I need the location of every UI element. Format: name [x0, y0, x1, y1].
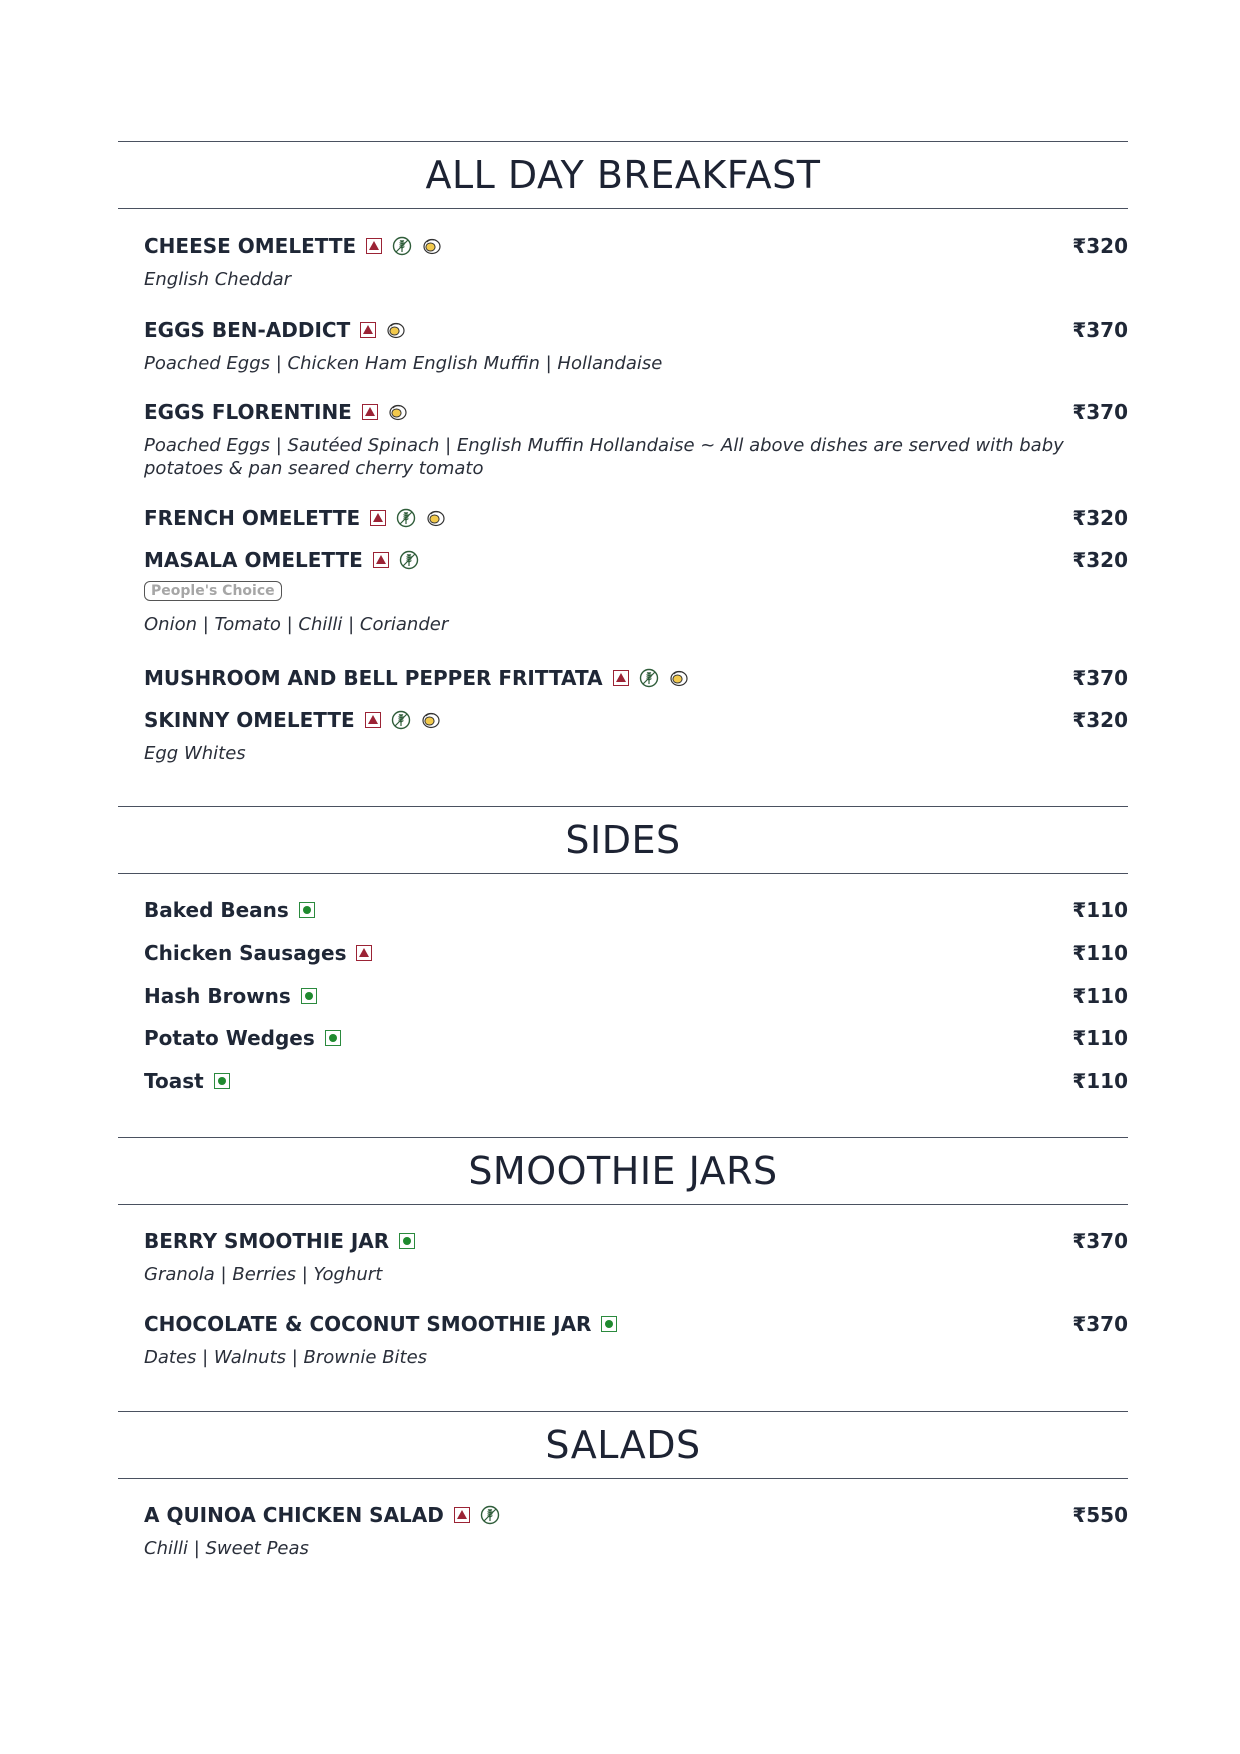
item-price: ₹110: [1072, 898, 1128, 922]
gluten-free-icon: [639, 668, 659, 688]
item-price: ₹370: [1072, 1312, 1128, 1336]
egg-icon: [421, 710, 441, 730]
menu-item-french-omelette: [144, 506, 1128, 530]
item-description: Chilli | Sweet Peas: [144, 1538, 309, 1559]
non-veg-icon: [613, 670, 629, 686]
gluten-free-icon: [396, 508, 416, 528]
item-description: Poached Eggs | Chicken Ham English Muffin | Hollandaise: [144, 353, 663, 374]
menu-item-baked-beans: [144, 898, 1128, 922]
section-title: SIDES: [565, 818, 681, 862]
menu-item-skinny-omelette: [144, 708, 1128, 765]
peoples-choice-badge: People's Choice: [144, 581, 282, 601]
section-title: SALADS: [545, 1423, 701, 1467]
section-all-day-breakfast: [118, 141, 1128, 781]
item-price: ₹320: [1072, 506, 1128, 530]
egg-icon: [669, 668, 689, 688]
item-name: MUSHROOM AND BELL PEPPER FRITTATA: [144, 666, 603, 690]
egg-icon: [422, 236, 442, 256]
item-name: FRENCH OMELETTE: [144, 506, 361, 530]
non-veg-icon: [373, 552, 389, 568]
item-price: ₹370: [1072, 666, 1128, 690]
menu-item-hash-browns: [144, 984, 1128, 1008]
item-description: Dates | Walnuts | Brownie Bites: [144, 1347, 428, 1368]
item-name: CHEESE OMELETTE: [144, 234, 357, 258]
menu-item-eggs-florentine: [144, 400, 1128, 480]
menu-item-cheese-omelette: [144, 234, 1128, 291]
item-price: ₹110: [1072, 941, 1128, 965]
item-price: ₹320: [1072, 548, 1128, 572]
menu-item-masala-omelette: [144, 548, 1128, 636]
gluten-free-icon: [391, 710, 411, 730]
menu-item-quinoa-chicken-salad: [144, 1503, 1128, 1560]
section-sides: [118, 806, 1128, 1106]
menu-item-potato-wedges: [144, 1026, 1128, 1050]
section-header: [118, 806, 1128, 874]
item-description: English Cheddar: [144, 269, 292, 290]
item-name: MASALA OMELETTE: [144, 548, 363, 572]
section-smoothie-jars: [118, 1137, 1128, 1387]
gluten-free-icon: [480, 1505, 500, 1525]
item-price: ₹370: [1072, 318, 1128, 342]
non-veg-icon: [360, 322, 376, 338]
non-veg-icon: [370, 510, 386, 526]
item-price: ₹110: [1072, 984, 1128, 1008]
non-veg-icon: [454, 1507, 470, 1523]
item-name: Baked Beans: [144, 898, 289, 922]
item-price: ₹110: [1072, 1069, 1128, 1093]
item-description: Granola | Berries | Yoghurt: [144, 1264, 383, 1285]
item-name: EGGS BEN-ADDICT: [144, 318, 351, 342]
gluten-free-icon: [399, 550, 419, 570]
menu-item-toast: [144, 1069, 1128, 1093]
egg-icon: [386, 320, 406, 340]
veg-icon: [325, 1030, 341, 1046]
egg-icon: [388, 402, 408, 422]
veg-icon: [399, 1233, 415, 1249]
non-veg-icon: [356, 945, 372, 961]
section-header: [118, 1137, 1128, 1205]
section-salads: [118, 1411, 1128, 1581]
non-veg-icon: [366, 238, 382, 254]
item-name: SKINNY OMELETTE: [144, 708, 355, 732]
gluten-free-icon: [392, 236, 412, 256]
item-name: CHOCOLATE & COCONUT SMOOTHIE JAR: [144, 1312, 592, 1336]
item-price: ₹370: [1072, 1229, 1128, 1253]
item-price: ₹320: [1072, 234, 1128, 258]
veg-icon: [214, 1073, 230, 1089]
item-description: Onion | Tomato | Chilli | Coriander: [144, 614, 449, 635]
item-name: Hash Browns: [144, 984, 291, 1008]
section-header: [118, 141, 1128, 209]
item-name: Toast: [144, 1069, 204, 1093]
menu-item-mushroom-frittata: [144, 666, 1128, 690]
section-header: [118, 1411, 1128, 1479]
menu-item-berry-smoothie-jar: [144, 1229, 1128, 1286]
item-name: Potato Wedges: [144, 1026, 315, 1050]
section-title: ALL DAY BREAKFAST: [425, 153, 821, 197]
section-title: SMOOTHIE JARS: [468, 1149, 778, 1193]
item-description: Poached Eggs | Sautéed Spinach | English Muffin Hollandaise ~ All above dishes are served with baby potatoes & pan seared cherry tomato: [144, 435, 1064, 479]
item-name: Chicken Sausages: [144, 941, 347, 965]
item-name: EGGS FLORENTINE: [144, 400, 352, 424]
item-name: BERRY SMOOTHIE JAR: [144, 1229, 390, 1253]
egg-icon: [426, 508, 446, 528]
item-price: ₹550: [1072, 1503, 1128, 1527]
item-price: ₹110: [1072, 1026, 1128, 1050]
item-name: A QUINOA CHICKEN SALAD: [144, 1503, 444, 1527]
item-price: ₹320: [1072, 708, 1128, 732]
veg-icon: [601, 1316, 617, 1332]
item-description: Egg Whites: [144, 743, 246, 764]
item-price: ₹370: [1072, 400, 1128, 424]
menu-item-chocolate-coconut-smoothie-jar: [144, 1312, 1128, 1369]
menu-item-eggs-ben-addict: [144, 318, 1128, 375]
non-veg-icon: [365, 712, 381, 728]
menu-item-chicken-sausages: [144, 941, 1128, 965]
veg-icon: [301, 988, 317, 1004]
veg-icon: [299, 902, 315, 918]
non-veg-icon: [362, 404, 378, 420]
